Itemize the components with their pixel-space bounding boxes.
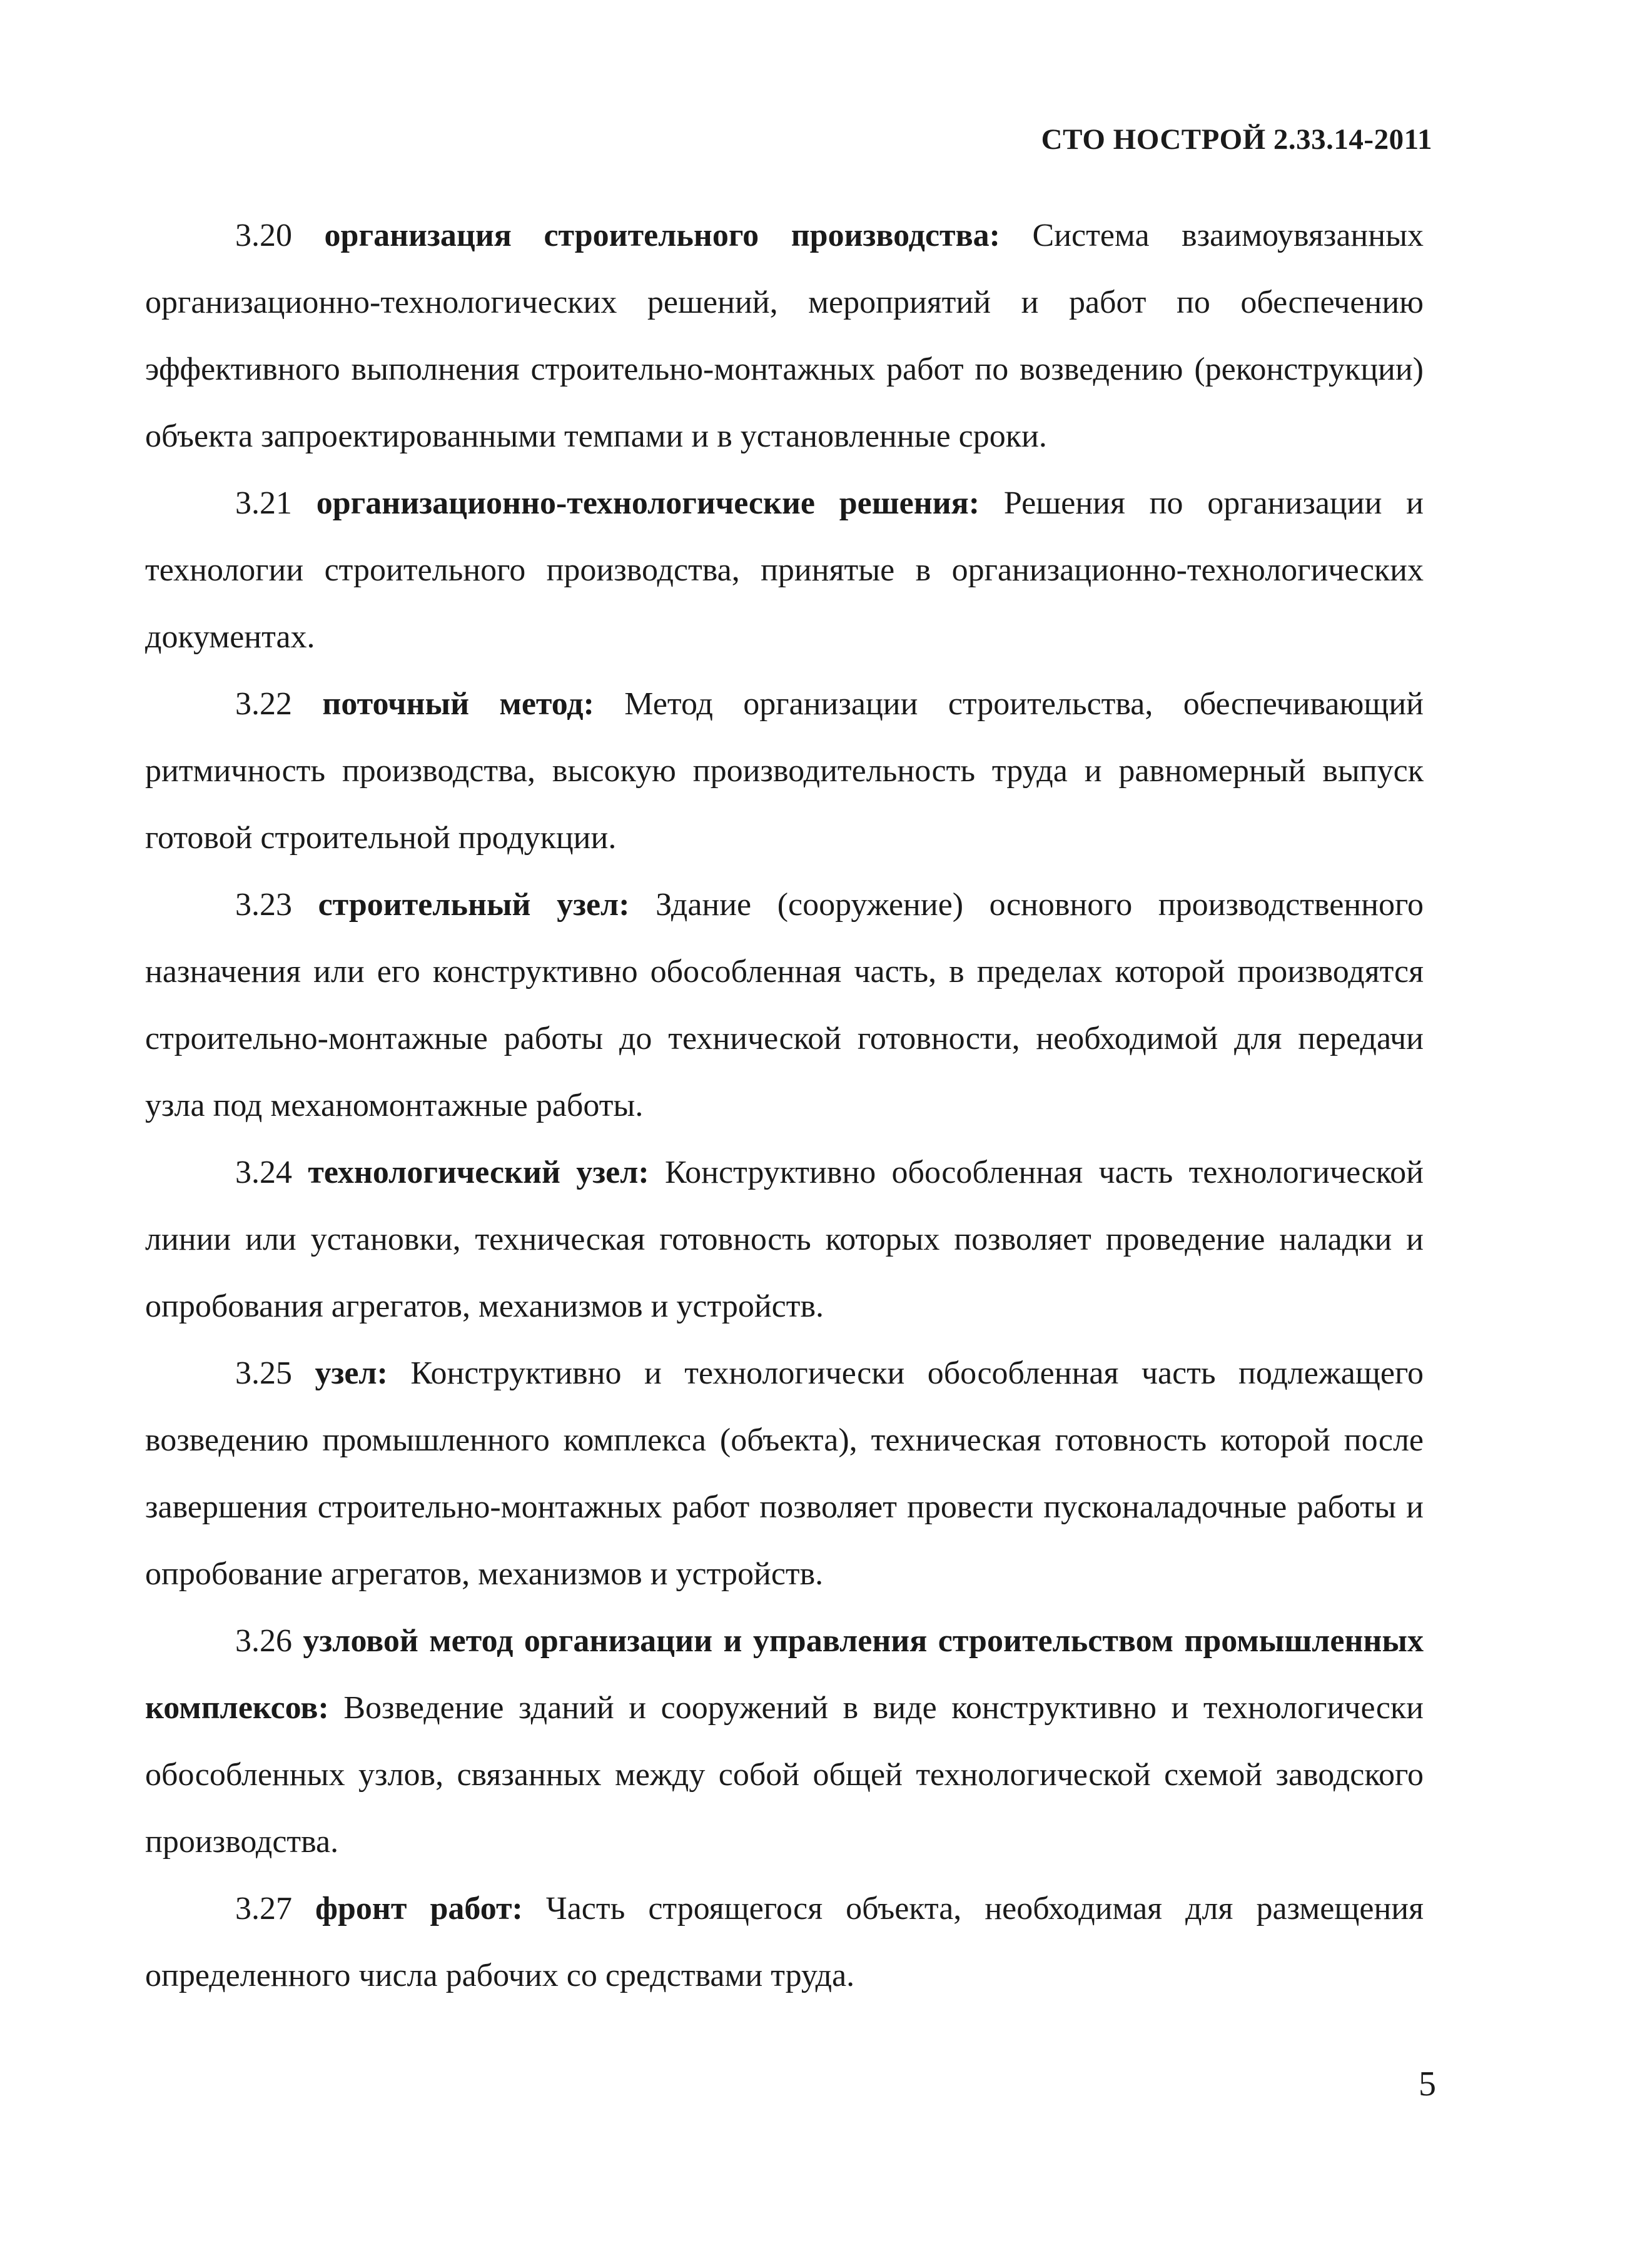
term-number: 3.21 [235,485,292,521]
term-3-24 [145,1139,1424,1340]
term-number: 3.25 [235,1355,292,1391]
term-number: 3.22 [235,686,292,722]
term-definition: Конструктивно обособленная часть технологической линии или установки, техническая готовность которых позволяет проведение наладки и опробования агрегатов, механизмов и устройств. [145,1155,1424,1324]
term-name: фронт работ: [315,1891,523,1926]
term-name: организационно-технологические решения: [316,485,980,521]
term-3-22 [145,671,1424,871]
document-code-header: СТО НОСТРОЙ 2.33.14-2011 [1041,123,1432,156]
term-definition: Метод организации строительства, обеспечивающий ритмичность производства, высокую производительность труда и равномерный выпуск готовой строительной продукции. [145,686,1424,856]
term-name: узловой метод организации и управления строительством промышленных комплексов: [145,1623,1424,1726]
term-number: 3.23 [235,887,292,923]
terms-list [145,202,1424,2009]
term-definition: Часть строящегося объекта, необходимая для размещения определенного числа рабочих со средствами труда. [145,1891,1424,1993]
term-3-26 [145,1607,1424,1875]
term-3-25 [145,1340,1424,1607]
page-number: 5 [1419,2065,1436,2103]
term-name: технологический узел: [308,1155,649,1190]
term-name: строительный узел: [318,887,630,923]
term-definition: Здание (сооружение) основного производственного назначения или его конструктивно обособленная часть, в пределах которой производятся строительно-монтажные работы до технической готовности, необходимой для передачи узла под механомонтажные работы. [145,887,1424,1123]
term-3-23 [145,871,1424,1139]
term-3-27 [145,1875,1424,2009]
term-number: 3.26 [235,1623,292,1659]
term-3-20 [145,202,1424,470]
term-number: 3.24 [235,1155,292,1190]
term-name: узел: [315,1355,388,1391]
term-definition: Система взаимоувязанных организационно-технологических решений, мероприятий и работ по обеспечению эффективного выполнения строительно-монтажных работ по возведению (реконструкции) объекта запроектированными темпами и в установленные сроки. [145,218,1424,454]
term-number: 3.27 [235,1891,292,1926]
term-number: 3.20 [235,218,292,253]
term-name: организация строительного производства: [324,218,1000,253]
term-definition: Решения по организации и технологии строительного производства, принятые в организационно-технологических документах. [145,485,1424,655]
term-3-21 [145,470,1424,671]
term-definition: Возведение зданий и сооружений в виде конструктивно и технологически обособленных узлов, связанных между собой общей технологической схемой заводского производства. [145,1690,1424,1860]
term-name: поточный метод: [322,686,594,722]
term-definition: Конструктивно и технологически обособленная часть подлежащего возведению промышленного комплекса (объекта), техническая готовность которой после завершения строительно-монтажных работ позволяет провести пусконаладочные работы и опробование агрегатов, механизмов и устройств. [145,1355,1424,1592]
